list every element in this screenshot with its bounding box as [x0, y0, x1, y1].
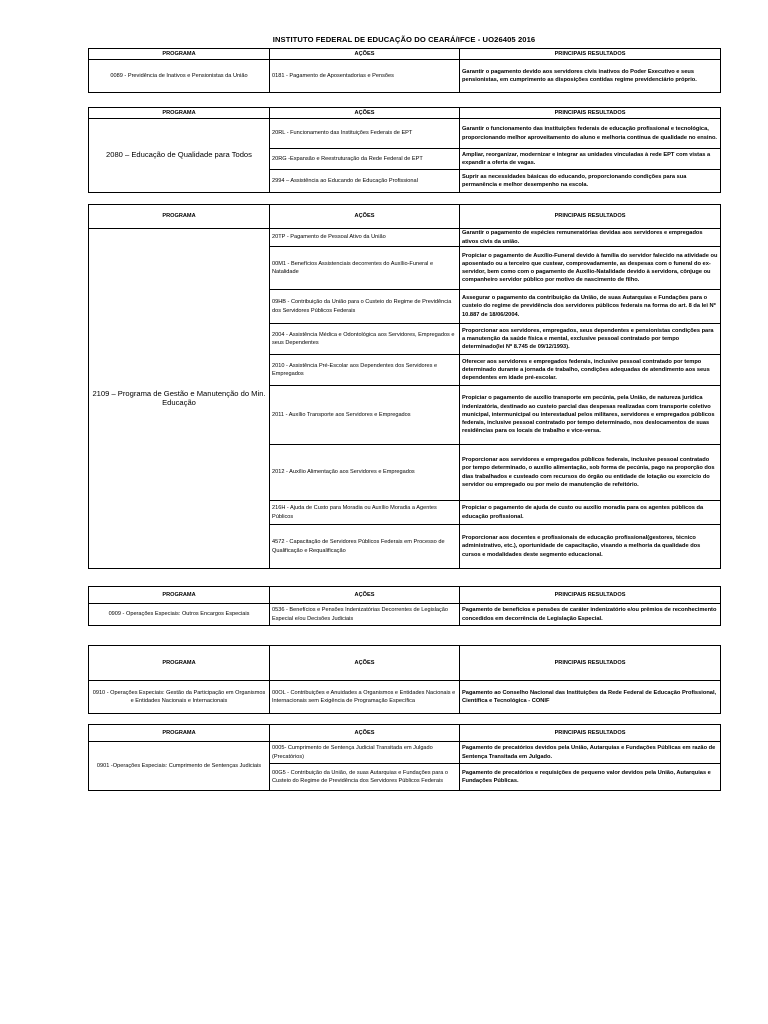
action-cell: 0536 - Benefícios e Pensões Indenizatórias Decorrentes de Legislação Especial e/ou Decisões Judiciais [270, 604, 460, 626]
result-cell: Oferecer aos servidores e empregados federais, inclusive pessoal contratado por tempo determinado durante a jornada de trabalho, condições adequadas de atendimento aos seus dependentes em idade pré-escolar. [460, 355, 721, 386]
action-cell: 2011 - Auxílio Transporte aos Servidores e Empregados [270, 386, 460, 445]
header-acoes: AÇÕES [270, 587, 460, 604]
action-cell: 00M1 - Benefícios Assistenciais decorrentes do Auxílio-Funeral e Natalidade [270, 247, 460, 290]
result-cell: Pagamento de benefícios e pensões de caráter indenizatório e/ou prêmios de reconhecimento concedidos em decorrência de Legislação Especial. [460, 604, 721, 626]
program-table-0910 [88, 645, 721, 714]
result-cell: Proporcionar aos servidores, empregados, seus dependentes e pensionistas condições para a manutenção da saúde física e mental, exclusive pessoal contratado por tempo determinado(lei Nº 8.745 de 09/12/1993). [460, 324, 721, 355]
header-resultados: PRINCIPAIS RESULTADOS [460, 587, 721, 604]
result-cell: Pagamento de precatórios devidos pela União, Autarquias e Fundações Públicas em razão de Sentença Transitada em Julgado. [460, 742, 721, 764]
action-cell: 2004 - Assistência Médica e Odontológica aos Servidores, Empregados e seus Dependentes [270, 324, 460, 355]
result-cell: Propiciar o pagamento de Auxílio-Funeral devido à família do servidor falecido na atividade ou aposentado ou a terceiro que custear, comprovadamente, as despesas com o funeral do ex-servidor, bem como com o pagamento de Auxílio-Natalidade devido à servidora, cônjuge ou companheiro servidor público por motivo de nascimento de filho. [460, 247, 721, 290]
result-cell: Pagamento ao Conselho Nacional das Instituições da Rede Federal de Educação Profissional, Científica e Tecnológica - CONIF [460, 681, 721, 714]
action-cell: 2012 - Auxílio Alimentação aos Servidores e Empregados [270, 445, 460, 501]
header-programa: PROGRAMA [89, 646, 270, 681]
action-cell: 00OL - Contribuições e Anuidades a Organismos e Entidades Nacionais e Internacionais sem Exigência de Programação Específica [270, 681, 460, 714]
program-table-2080 [88, 107, 721, 193]
result-cell: Proporcionar aos servidores e empregados públicos federais, inclusive pessoal contratado por tempo determinado, o auxílio alimentação, sob forma de pecúnia, pago na proporção dos dias trabalhados e custeado com recursos do órgão ou entidade de lotação ou exercício do servidor ou empregado ou por meio de manutenção de refeitório. [460, 445, 721, 501]
action-cell: 0181 - Pagamento de Aposentadorias e Pensões [270, 60, 460, 93]
program-name: 0909 - Operações Especiais: Outros Encargos Especiais [89, 604, 270, 626]
result-cell: Propiciar o pagamento de auxílio transporte em pecúnia, pela União, de natureza jurídica indenizatória, destinado ao custeio parcial das despesas realizadas com transporte coletivo municipal, intermunicipal ou interestadual pelos militares, servidores e empregados públicos federais, inclusive pessoal contratado por tempo determinado, nos deslocamentos de suas residências para os locais de trabalho e vice-versa. [460, 386, 721, 445]
result-cell: Suprir as necessidades básicas do educando, proporcionando condições para sua permanência e melhor desempenho na escola. [460, 170, 721, 193]
header-programa: PROGRAMA [89, 108, 270, 119]
header-resultados: PRINCIPAIS RESULTADOS [460, 646, 721, 681]
header-programa: PROGRAMA [89, 725, 270, 742]
program-name: 0901 -Operações Especiais: Cumprimento de Sentenças Judiciais [89, 742, 270, 791]
program-table-0901 [88, 724, 721, 791]
action-cell: 00G5 - Contribuição da União, de suas Autarquias e Fundações para o Custeio do Regime de Previdência dos Servidores Públicos Federais [270, 764, 460, 791]
program-table-2109 [88, 204, 721, 569]
program-table-0089 [88, 48, 721, 93]
header-programa: PROGRAMA [89, 49, 270, 60]
action-cell: 2994 – Assistência ao Educando de Educação Profissional [270, 170, 460, 193]
result-cell: Propiciar o pagamento de ajuda de custo ou auxílio moradia para os agentes públicos da educação profissional. [460, 501, 721, 525]
result-cell: Ampliar, reorganizar, modernizar e integrar as unidades vinculadas à rede EPT com vistas a expandir a oferta de vagas. [460, 149, 721, 170]
action-cell: 0005- Cumprimento de Sentença Judicial Transitada em Julgado (Precatórios) [270, 742, 460, 764]
header-acoes: AÇÕES [270, 49, 460, 60]
action-cell: 09HB - Contribuição da União para o Custeio do Regime de Previdência dos Servidores Públicos Federais [270, 290, 460, 324]
result-cell: Garantir o funcionamento das instituições federais de educação profissional e tecnológica, proporcionando melhor aproveitamento do aluno e melhoria contínua de qualidade no ensino. [460, 119, 721, 149]
header-resultados: PRINCIPAIS RESULTADOS [460, 108, 721, 119]
header-resultados: PRINCIPAIS RESULTADOS [460, 205, 721, 229]
header-acoes: AÇÕES [270, 646, 460, 681]
action-cell: 2010 - Assistência Pré-Escolar aos Dependentes dos Servidores e Empregados [270, 355, 460, 386]
action-cell: 20RG -Expansão e Reestruturação da Rede Federal de EPT [270, 149, 460, 170]
action-cell: 20TP - Pagamento de Pessoal Ativo da União [270, 229, 460, 247]
header-programa: PROGRAMA [89, 205, 270, 229]
result-cell: Garantir o pagamento de espécies remuneratórias devidas aos servidores e empregados ativos civis da união. [460, 229, 721, 247]
program-name: 2080 – Educação de Qualidade para Todos [89, 119, 270, 193]
result-cell: Pagamento de precatórios e requisições de pequeno valor devidos pela União, Autarquias e Fundações Públicas. [460, 764, 721, 791]
action-cell: 4572 - Capacitação de Servidores Públicos Federais em Processo de Qualificação e Requalificação [270, 525, 460, 569]
header-resultados: PRINCIPAIS RESULTADOS [460, 725, 721, 742]
action-cell: 216H - Ajuda de Custo para Moradia ou Auxílio Moradia a Agentes Públicos [270, 501, 460, 525]
header-resultados: PRINCIPAIS RESULTADOS [460, 49, 721, 60]
page-title: INSTITUTO FEDERAL DE EDUCAÇÃO DO CEARÁ/IFCE - UO26405 2016 [272, 35, 536, 44]
result-cell: Proporcionar aos docentes e profissionais de educação profissional(gestores, técnico administrativo, etc.), oportunidade de capacitação, visando a melhoria da qualidade dos cursos e modalidades deste segmento educacional. [460, 525, 721, 569]
header-acoes: AÇÕES [270, 108, 460, 119]
program-name: 2109 – Programa de Gestão e Manutenção do Min. Educação [89, 229, 270, 569]
program-name: 0910 - Operações Especiais: Gestão da Participação em Organismos e Entidades Nacionais e Internacionais [89, 681, 270, 714]
result-cell: Assegurar o pagamento da contribuição da União, de suas Autarquias e Fundações para o custeio do regime de previdência dos servidores públicos federais na forma do art. 8 da lei Nº 10.887 de 18/06/2004. [460, 290, 721, 324]
action-cell: 20RL - Funcionamento das Instituições Federais de EPT [270, 119, 460, 149]
header-acoes: AÇÕES [270, 725, 460, 742]
result-cell: Garantir o pagamento devido aos servidores civis inativos do Poder Executivo e seus pensionistas, em cumprimento as disposições contidas regime previdenciário próprio. [460, 60, 721, 93]
header-acoes: AÇÕES [270, 205, 460, 229]
program-table-0909 [88, 586, 721, 626]
header-programa: PROGRAMA [89, 587, 270, 604]
program-name: 0089 - Previdência de Inativos e Pensionistas da União [89, 60, 270, 93]
